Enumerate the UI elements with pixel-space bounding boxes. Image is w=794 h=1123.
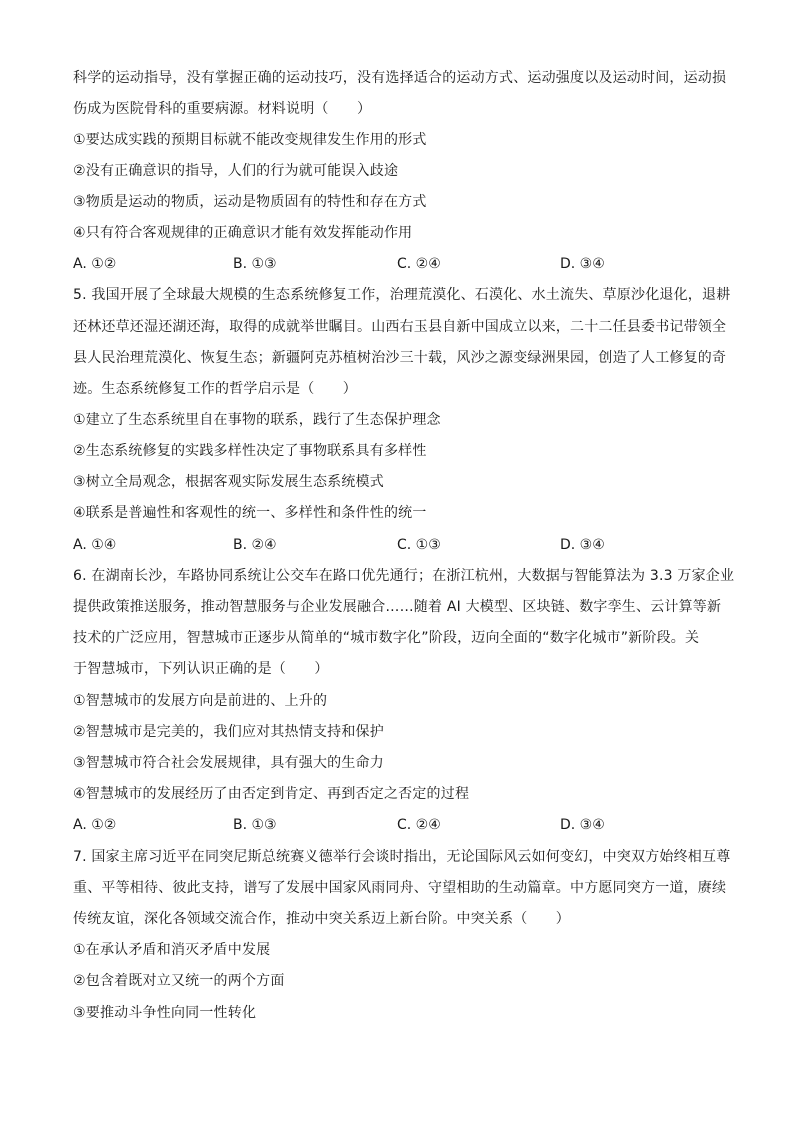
q5-text-line-1: 5. 我国开展了全球最大规模的生态系统修复工作，治理荒漠化、石漠化、水土流失、草原沙化退化，退耕 [73, 287, 731, 303]
q5-option-a[interactable]: A. ①④ [73, 537, 117, 553]
q6-text-line-2: 提供政策推送服务，推动智慧服务与企业发展融合……随着 AI 大模型、区块链、数字孪生、云计算等新 [73, 599, 722, 615]
q5-option-b[interactable]: B. ②④ [233, 537, 277, 553]
q6-statement-3: ③智慧城市符合社会发展规律，具有强大的生命力 [73, 755, 384, 771]
q5-statement-3: ③树立全局观念，根据客观实际发展生态系统模式 [73, 474, 384, 490]
q4-option-a[interactable]: A. ①② [73, 256, 117, 272]
q7-statement-1: ①在承认矛盾和消灭矛盾中发展 [73, 942, 271, 958]
q7-text-line-1: 7. 国家主席习近平在同突尼斯总统赛义德举行会谈时指出，无论国际风云如何变幻，中突双方始终相互尊 [73, 849, 731, 865]
q6-text-line-4: 于智慧城市，下列认识正确的是（ ） [73, 661, 329, 677]
q6-options [73, 816, 713, 834]
q7-statement-2: ②包含着既对立又统一的两个方面 [73, 973, 285, 989]
q5-option-c[interactable]: C. ①③ [397, 537, 441, 553]
q4-option-c[interactable]: C. ②④ [397, 256, 441, 272]
q6-text-line-1: 6. 在湖南长沙，车路协同系统让公交车在路口优先通行；在浙江杭州，大数据与智能算法为 3.3 万家企业 [73, 568, 735, 584]
q6-option-a[interactable]: A. ①② [73, 817, 117, 833]
q5-statement-2: ②生态系统修复的实践多样性决定了事物联系具有多样性 [73, 443, 427, 459]
q4-statement-4: ④只有符合客观规律的正确意识才能有效发挥能动作用 [73, 225, 413, 241]
q6-option-b[interactable]: B. ①③ [233, 817, 277, 833]
q4-option-d[interactable]: D. ③④ [560, 256, 605, 272]
q4-statement-3: ③物质是运动的物质，运动是物质固有的特性和存在方式 [73, 194, 427, 210]
q4-text-line-1: 科学的运动指导，没有掌握正确的运动技巧，没有选择适合的运动方式、运动强度以及运动时间，运动损 [73, 70, 727, 86]
q6-option-d[interactable]: D. ③④ [560, 817, 605, 833]
q6-statement-4: ④智慧城市的发展经历了由否定到肯定、再到否定之否定的过程 [73, 786, 470, 802]
q5-options [73, 536, 713, 554]
q5-option-d[interactable]: D. ③④ [560, 537, 605, 553]
q4-statement-2: ②没有正确意识的指导，人们的行为就可能误入歧途 [73, 163, 399, 179]
q7-statement-3: ③要推动斗争性向同一性转化 [73, 1005, 257, 1021]
q6-option-c[interactable]: C. ②④ [397, 817, 441, 833]
q6-statement-2: ②智慧城市是完美的，我们应对其热情支持和保护 [73, 724, 384, 740]
q7-text-line-3: 传统友谊，深化各领域交流合作，推动中突关系迈上新台阶。中突关系（ ） [73, 911, 570, 927]
q4-statement-1: ①要达成实践的预期目标就不能改变规律发生作用的形式 [73, 132, 427, 148]
q6-statement-1: ①智慧城市的发展方向是前进的、上升的 [73, 693, 328, 709]
q4-option-b[interactable]: B. ①③ [233, 256, 277, 272]
q7-text-line-2: 重、平等相待、彼此支持，谱写了发展中国家风雨同舟、守望相助的生动篇章。中方愿同突方一道，赓续 [73, 880, 727, 896]
q4-options [73, 255, 713, 273]
q5-text-line-3: 县人民治理荒漠化、恢复生态；新疆阿克苏植树治沙三十载，风沙之源变绿洲果园，创造了人工修复的奇 [73, 350, 727, 366]
q5-text-line-4: 迹。生态系统修复工作的哲学启示是（ ） [73, 381, 357, 397]
q5-statement-1: ①建立了生态系统里自在事物的联系，践行了生态保护理念 [73, 412, 441, 428]
q5-text-line-2: 还林还草还湿还湖还海，取得的成就举世瞩目。山西右玉县自新中国成立以来，二十二任县委书记带领全 [73, 319, 727, 335]
q4-text-line-2: 伤成为医院骨科的重要病源。材料说明（ ） [73, 101, 372, 117]
q5-statement-4: ④联系是普遍性和客观性的统一、多样性和条件性的统一 [73, 505, 427, 521]
q6-text-line-3: 技术的广泛应用，智慧城市正逐步从简单的“城市数字化”阶段，迈向全面的“数字化城市”新阶段。关 [73, 630, 700, 646]
